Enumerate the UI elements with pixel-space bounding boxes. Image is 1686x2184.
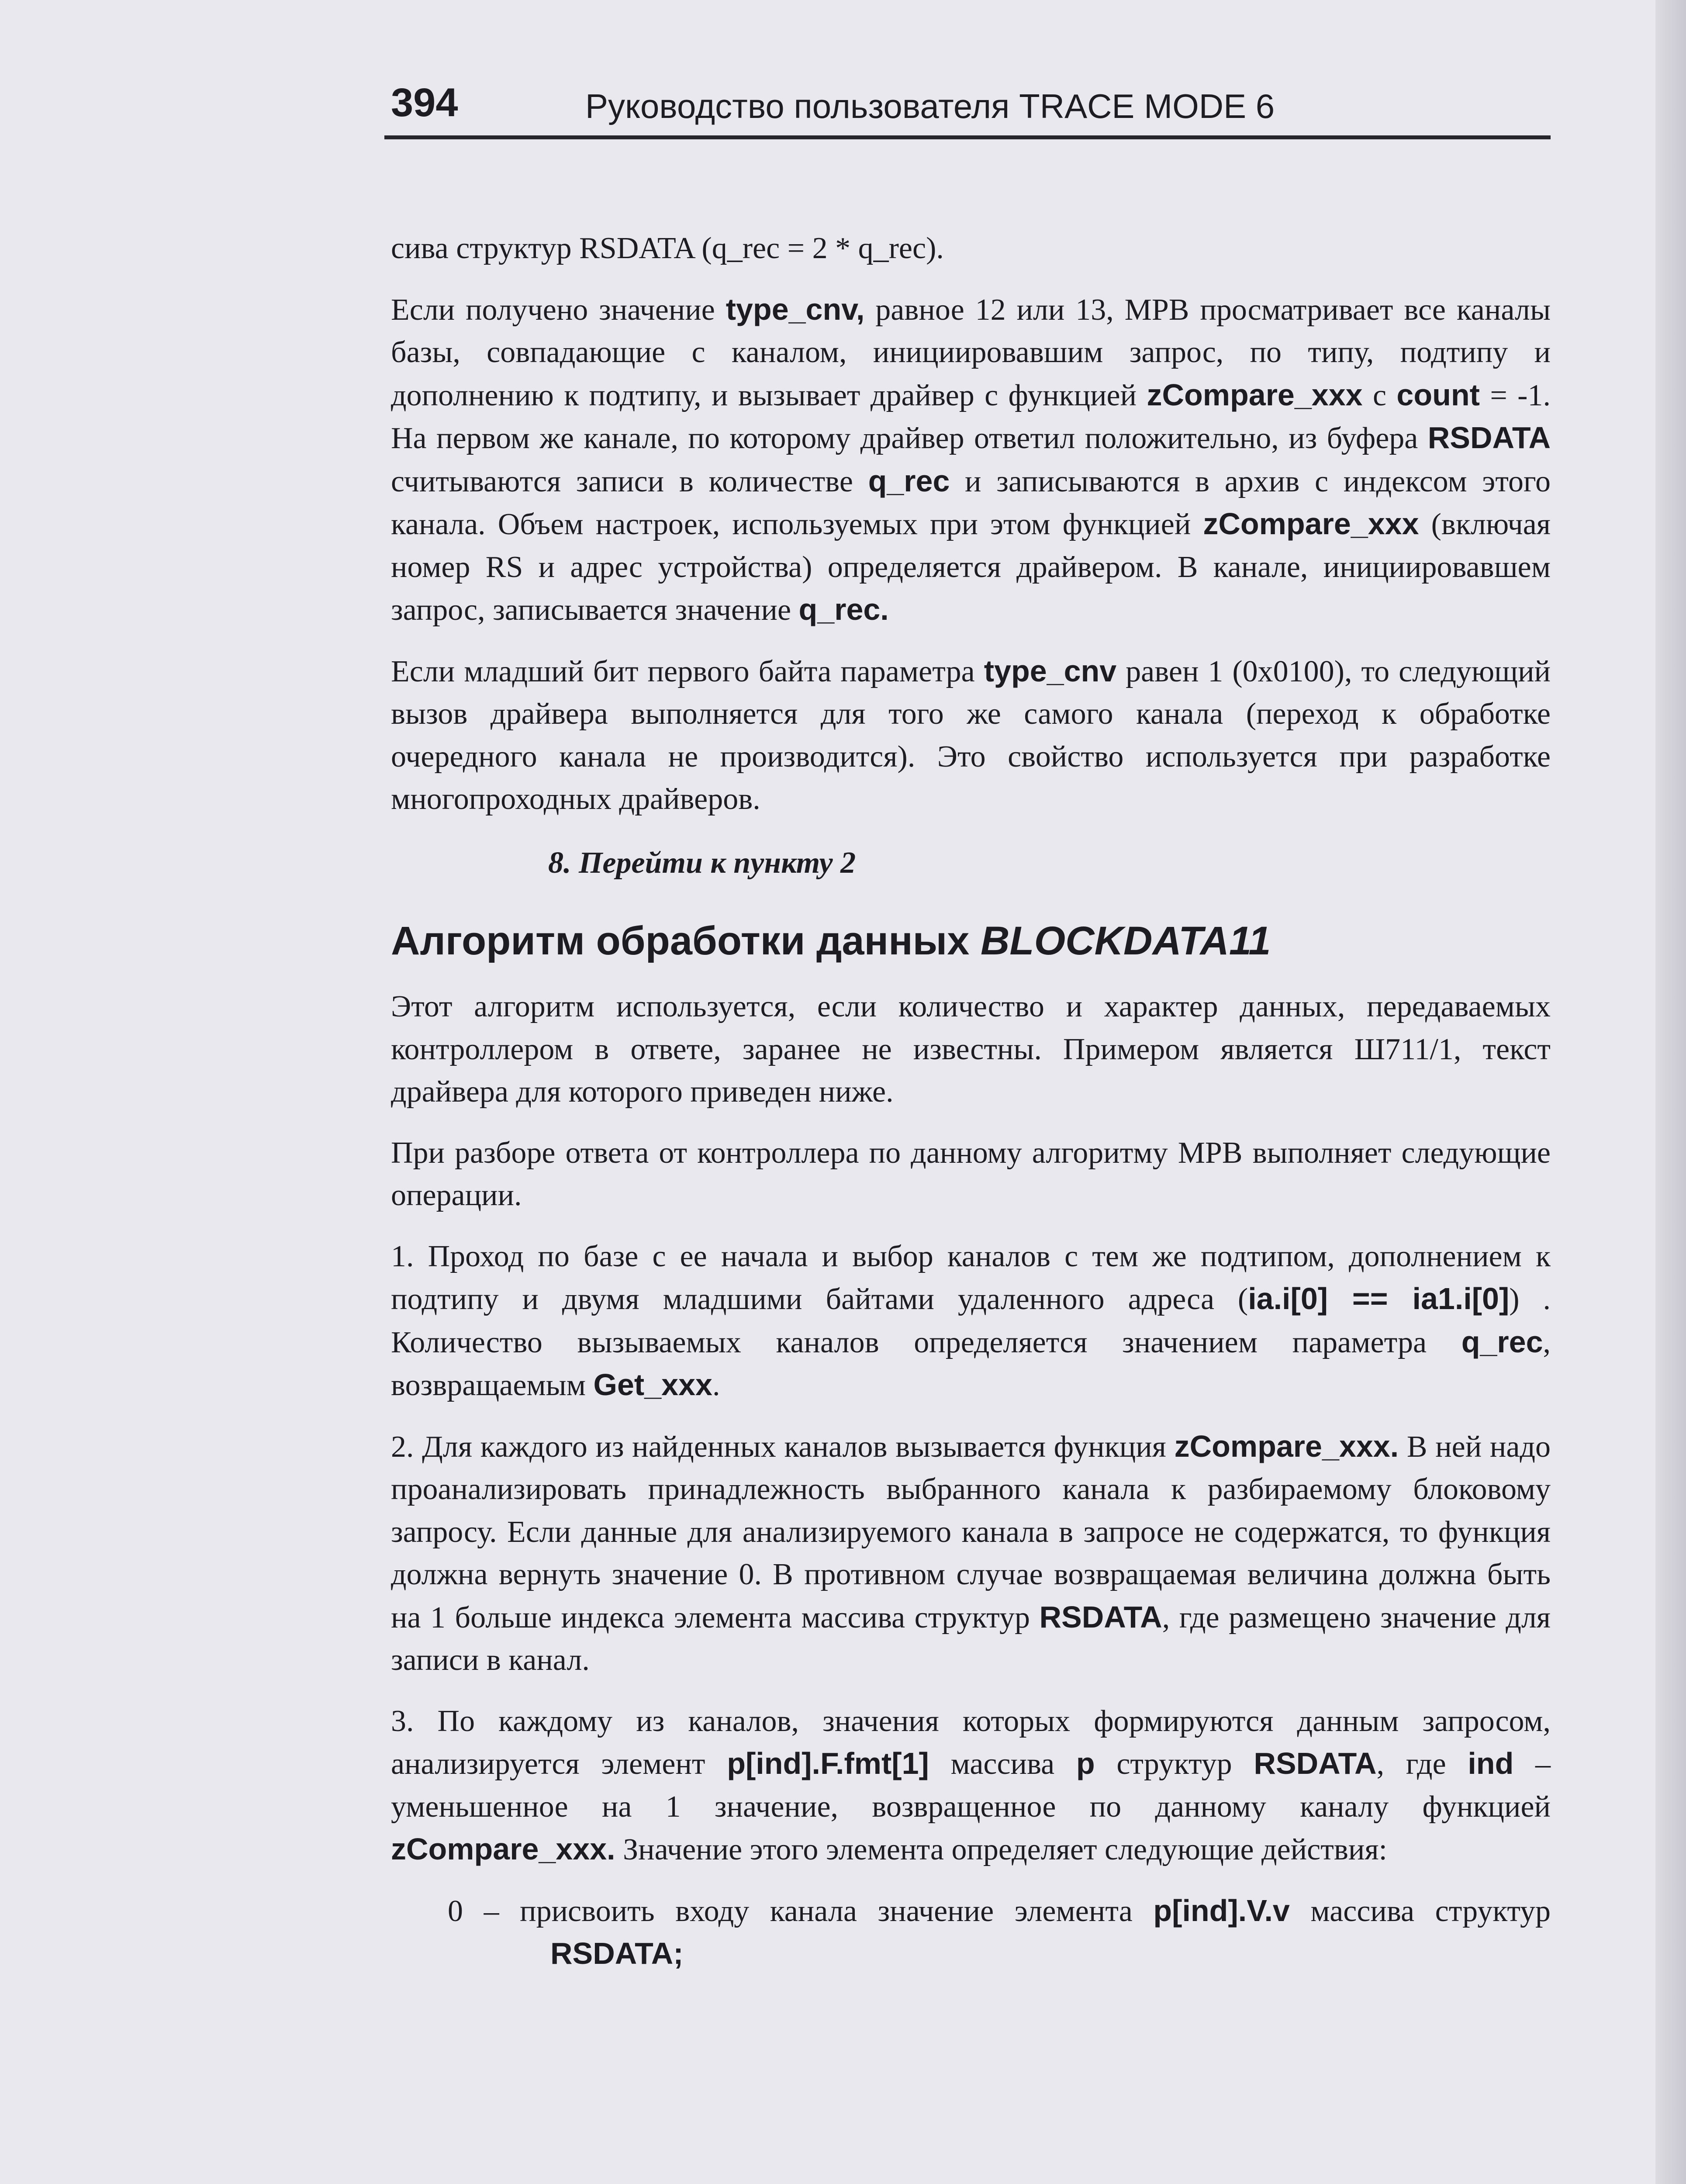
term-get-xxx: Get_xxx <box>593 1368 712 1402</box>
term-count: count <box>1396 377 1480 412</box>
term-fmt: p[ind].F.fmt[1] <box>727 1746 929 1780</box>
term-v: p[ind].V.v <box>1153 1893 1290 1928</box>
term-type-cnv: type_cnv <box>984 653 1117 688</box>
term-ind: ind <box>1468 1746 1514 1780</box>
text: Если младший бит первого байта параметра <box>391 654 984 688</box>
running-title: Руководство пользователя TRACE MODE 6 <box>585 87 1275 125</box>
text: массива <box>929 1747 1076 1781</box>
page-body <box>391 227 1551 1976</box>
heading-text: Алгоритм обработки данных <box>391 919 981 963</box>
text: Значение этого элемента определяет следующие действия: <box>615 1833 1387 1866</box>
term-p: p <box>1076 1746 1095 1780</box>
term-zcompare: zCompare_xxx <box>1147 377 1363 412</box>
paragraph-algorithm-intro: Этот алгоритм используется, если количество и характер данных, передаваемых контроллером в ответе, заранее не известны. Примером является Ш711/1, текст драйвера для которого приведен ниже. <box>391 990 1551 1109</box>
term-ia: ia.i[0] == ia1.i[0] <box>1248 1282 1510 1316</box>
step-8: 8. Перейти к пункту 2 <box>548 846 856 880</box>
term-zcompare: zCompare_xxx. <box>1174 1429 1399 1463</box>
page-header <box>384 76 1551 139</box>
text: с <box>1362 378 1397 412</box>
term-q-rec: q_rec <box>1461 1324 1543 1359</box>
page-edge <box>1655 0 1686 2184</box>
text: Если получено значение <box>391 293 726 327</box>
term-q-rec: q_rec. <box>798 592 889 626</box>
text: 2. Для каждого из найденных каналов вызывается функция <box>391 1430 1175 1464</box>
text: (включая номер RS и адрес устройства) определяется драйвером. В канале, инициировавшем запрос, записывается значение <box>391 508 1551 627</box>
list-item-2 <box>391 1425 1551 1682</box>
text: , где <box>1376 1747 1468 1781</box>
term-rsdata: RSDATA <box>1427 421 1551 455</box>
text: . <box>712 1368 720 1402</box>
text: , возвращаемым <box>391 1325 1551 1402</box>
term-type-cnv: type_cnv, <box>726 292 865 326</box>
text: 1. Проход по базе с ее начала и выбор каналов с тем же подтипом, дополнением к подтипу и двумя младшими байтами удаленного адреса ( <box>391 1239 1551 1316</box>
text: считываются записи в количестве <box>391 464 868 498</box>
paragraph-operations-intro: При разборе ответа от контроллера по данному алгоритму МРВ выполняет следующие операции. <box>391 1136 1551 1212</box>
text: 0 – присвоить входу канала значение элемента <box>448 1894 1154 1928</box>
term-zcompare: zCompare_xxx. <box>391 1832 615 1866</box>
term-rsdata: RSDATA; <box>550 1936 684 1970</box>
paragraph-rsdata-array: сива структур RSDATA (q_rec = 2 * q_rec). <box>391 232 944 265</box>
section-heading <box>391 915 1551 967</box>
text: В ней надо проанализировать принадлежность выбранного канала к разбираемому блоковому запросу. Если данные для анализируемого канала в запросе не содержатся, то функция должна вернуть значение 0. В противном случае возвращаемая величина должна быть на 1 больше индекса элемента массива структур <box>391 1430 1551 1635</box>
text: , где размещено значение для записи в канал. <box>391 1600 1551 1677</box>
page-number: 394 <box>391 80 458 125</box>
text: 3. По каждому из каналов, значения которых формируются данным запросом, анализируется элемент <box>391 1704 1551 1781</box>
option-0 <box>391 1890 1551 1976</box>
text: и записываются в архив с индексом этого канала. Объем настроек, используемых при этом функцией <box>391 464 1551 541</box>
term-zcompare: zCompare_xxx <box>1203 507 1419 541</box>
term-q-rec: q_rec <box>868 463 950 498</box>
text: ) . Количество вызываемых каналов определяется значением параметра <box>391 1282 1551 1359</box>
heading-em: BLOCKDATA11 <box>980 919 1271 963</box>
text: структур <box>1095 1747 1254 1781</box>
paragraph-type-cnv-12-13 <box>391 288 1551 632</box>
list-item-3 <box>391 1700 1551 1871</box>
text: равен 1 (0x0100), то следующий вызов драйвера выполняется для того же самого канала (переход к обработке очередного канала не производится). Это свойство используется при разработке многопроходных драйверов. <box>391 654 1551 816</box>
term-rsdata: RSDATA <box>1254 1746 1377 1780</box>
paragraph-low-bit <box>391 650 1551 821</box>
text: –уменьшенное на 1 значение, возвращенное по данному каналу функцией <box>391 1747 1551 1824</box>
term-rsdata: RSDATA <box>1039 1600 1162 1634</box>
text: массива структур <box>1289 1894 1551 1928</box>
list-item-1 <box>391 1235 1551 1407</box>
text: равное 12 или 13, МРВ просматривает все каналы базы, совпадающие с каналом, инициировавшим запрос, по типу, подтипу и дополнению к подтипу, и вызывает драйвер с функцией <box>391 293 1551 412</box>
text: = -1. На первом же канале, по которому драйвер ответил положительно, из буфера <box>391 378 1551 455</box>
